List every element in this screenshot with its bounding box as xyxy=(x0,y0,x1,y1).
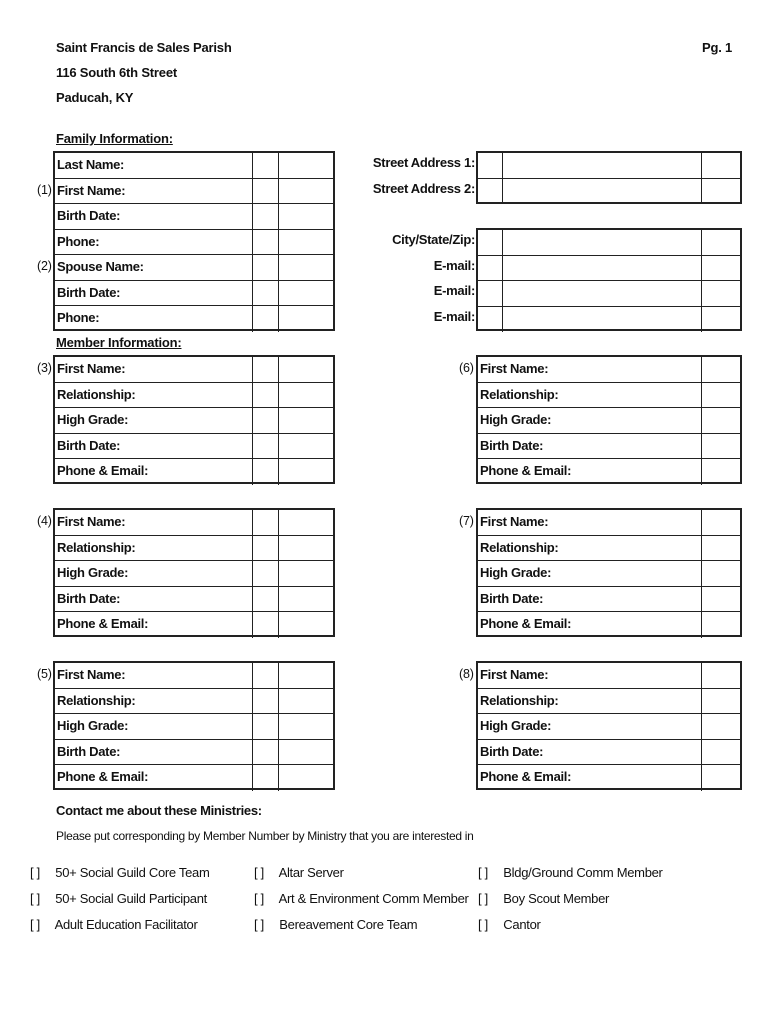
field-label: Birth Date: xyxy=(57,590,121,606)
input-cell[interactable] xyxy=(279,765,333,791)
input-cell[interactable] xyxy=(279,663,333,688)
input-cell[interactable] xyxy=(503,179,701,205)
field-label: High Grade: xyxy=(57,412,129,427)
member-row xyxy=(478,536,740,562)
member-number: (7) xyxy=(459,514,474,528)
column-divider xyxy=(701,179,702,205)
member-row xyxy=(55,714,333,740)
field-label: High Grade: xyxy=(57,565,129,580)
member-row xyxy=(55,689,333,715)
member-section-title: Member Information: xyxy=(56,335,182,350)
column-divider xyxy=(701,383,702,408)
parish-street: 116 South 6th Street xyxy=(56,65,177,80)
member-number: (8) xyxy=(459,667,474,681)
field-label: First Name: xyxy=(480,514,549,529)
member-row xyxy=(55,561,333,587)
member-row xyxy=(478,383,740,409)
input-cell[interactable] xyxy=(279,434,333,459)
input-cell[interactable] xyxy=(702,765,740,791)
field-label: Phone: xyxy=(57,310,100,325)
member-row xyxy=(478,434,740,460)
input-cell[interactable] xyxy=(279,587,333,612)
field-label: Relationship: xyxy=(480,539,559,555)
input-cell[interactable] xyxy=(503,153,701,178)
column-divider xyxy=(278,587,279,612)
family-row xyxy=(55,153,333,179)
member-table-left xyxy=(53,508,335,637)
family-member-number: (2) xyxy=(37,259,52,273)
field-label: First Name: xyxy=(57,514,126,529)
column-divider xyxy=(278,179,279,204)
input-cell[interactable] xyxy=(253,306,278,332)
ministry-option[interactable] xyxy=(254,865,344,880)
field-label: Birth Date: xyxy=(480,437,544,453)
contact-label: E-mail: xyxy=(433,283,475,298)
page-number: Pg. 1 xyxy=(702,40,733,55)
input-cell[interactable] xyxy=(702,612,740,638)
field-label: Phone & Email: xyxy=(480,616,572,631)
column-divider xyxy=(252,230,253,255)
column-divider xyxy=(278,408,279,433)
column-divider xyxy=(278,230,279,255)
member-row xyxy=(55,383,333,409)
member-row xyxy=(478,587,740,613)
column-divider xyxy=(252,765,253,791)
input-cell[interactable] xyxy=(503,256,701,281)
family-member-number: (1) xyxy=(37,182,52,197)
input-cell[interactable] xyxy=(279,536,333,561)
contact-row xyxy=(478,307,740,333)
input-cell[interactable] xyxy=(279,510,333,535)
ministry-label: Cantor xyxy=(500,917,541,932)
column-divider xyxy=(502,179,503,205)
input-cell[interactable] xyxy=(279,740,333,765)
input-cell[interactable] xyxy=(253,459,278,485)
ministry-checkbox[interactable]: [ ] xyxy=(478,891,488,906)
input-cell[interactable] xyxy=(253,510,278,535)
field-label: Phone & Email: xyxy=(480,463,572,478)
column-divider xyxy=(701,561,702,586)
ministry-option[interactable] xyxy=(30,917,198,932)
column-divider xyxy=(278,459,279,485)
member-number: (6) xyxy=(459,361,474,375)
column-divider xyxy=(252,714,253,739)
member-row xyxy=(478,408,740,434)
input-cell[interactable] xyxy=(279,714,333,739)
field-label: Relationship: xyxy=(480,692,559,708)
input-cell[interactable] xyxy=(702,434,740,459)
ministry-checkbox[interactable]: [ ] xyxy=(478,917,488,932)
column-divider xyxy=(701,510,702,535)
column-divider xyxy=(278,561,279,586)
column-divider xyxy=(502,281,503,306)
column-divider xyxy=(252,179,253,204)
input-cell[interactable] xyxy=(702,307,740,333)
column-divider xyxy=(252,306,253,332)
ministry-label: 50+ Social Guild Participant xyxy=(52,891,207,906)
column-divider xyxy=(252,689,253,714)
input-cell[interactable] xyxy=(702,536,740,561)
field-label: Relationship: xyxy=(57,692,136,708)
ministry-checkbox[interactable]: [ ] xyxy=(254,891,264,906)
input-cell[interactable] xyxy=(702,689,740,714)
input-cell[interactable] xyxy=(702,357,740,382)
field-label: Birth Date: xyxy=(57,208,121,223)
input-cell[interactable] xyxy=(702,179,740,205)
field-label: Birth Date: xyxy=(57,743,121,759)
input-cell[interactable] xyxy=(279,408,333,433)
member-row xyxy=(478,663,740,689)
column-divider xyxy=(701,612,702,638)
member-row xyxy=(478,714,740,740)
input-cell[interactable] xyxy=(253,740,278,765)
field-label: Relationship: xyxy=(57,539,136,555)
contact-label: City/State/Zip: xyxy=(392,232,475,247)
ministry-option[interactable] xyxy=(478,891,609,906)
input-cell[interactable] xyxy=(702,383,740,408)
contact-row xyxy=(478,230,740,256)
input-cell[interactable] xyxy=(503,230,701,255)
member-row xyxy=(55,434,333,460)
field-label: First Name: xyxy=(57,182,126,198)
field-label: First Name: xyxy=(57,667,126,682)
input-cell[interactable] xyxy=(702,230,740,255)
column-divider xyxy=(252,255,253,280)
column-divider xyxy=(278,383,279,408)
column-divider xyxy=(278,281,279,306)
input-cell[interactable] xyxy=(503,307,701,333)
member-row xyxy=(478,740,740,766)
member-row xyxy=(478,561,740,587)
field-label: Spouse Name: xyxy=(57,259,144,274)
column-divider xyxy=(252,663,253,688)
member-table-right xyxy=(476,355,742,484)
field-label: High Grade: xyxy=(480,412,552,427)
column-divider xyxy=(701,357,702,382)
column-divider xyxy=(701,281,702,306)
input-cell[interactable] xyxy=(253,587,278,612)
field-label: Phone & Email: xyxy=(57,463,149,478)
input-cell[interactable] xyxy=(279,383,333,408)
field-label: High Grade: xyxy=(480,565,552,580)
member-row xyxy=(55,765,333,791)
ministry-label: Bldg/Ground Comm Member xyxy=(500,865,663,880)
field-label: High Grade: xyxy=(480,718,552,733)
ministry-option[interactable] xyxy=(30,891,207,906)
input-cell[interactable] xyxy=(702,281,740,306)
family-row xyxy=(55,179,333,205)
input-cell[interactable] xyxy=(253,561,278,586)
column-divider xyxy=(701,230,702,255)
field-label: High Grade: xyxy=(57,718,129,733)
column-divider xyxy=(278,536,279,561)
column-divider xyxy=(252,561,253,586)
city-email-table xyxy=(476,228,742,331)
input-cell[interactable] xyxy=(702,459,740,485)
column-divider xyxy=(701,587,702,612)
contact-row xyxy=(478,256,740,282)
input-cell[interactable] xyxy=(253,765,278,791)
address-table xyxy=(476,151,742,204)
family-row xyxy=(55,281,333,307)
column-divider xyxy=(252,612,253,638)
address-row xyxy=(478,179,740,205)
input-cell[interactable] xyxy=(253,689,278,714)
member-row xyxy=(478,459,740,485)
ministry-option[interactable] xyxy=(478,917,541,932)
field-label: Birth Date: xyxy=(57,284,121,300)
input-cell[interactable] xyxy=(503,281,701,306)
input-cell[interactable] xyxy=(253,612,278,638)
ministry-label: Bereavement Core Team xyxy=(276,917,418,932)
column-divider xyxy=(252,740,253,765)
field-label: Birth Date: xyxy=(57,437,121,453)
column-divider xyxy=(502,307,503,333)
ministry-option[interactable] xyxy=(478,865,663,880)
input-cell[interactable] xyxy=(702,740,740,765)
input-cell[interactable] xyxy=(702,587,740,612)
ministry-option[interactable] xyxy=(30,865,210,880)
member-row xyxy=(55,740,333,766)
member-row xyxy=(478,612,740,638)
input-cell[interactable] xyxy=(279,612,333,638)
family-info-table xyxy=(53,151,335,331)
member-table-left xyxy=(53,661,335,790)
member-row xyxy=(55,663,333,689)
address-label: Street Address 1: xyxy=(372,155,475,170)
input-cell[interactable] xyxy=(253,153,278,178)
input-cell[interactable] xyxy=(253,204,278,229)
input-cell[interactable] xyxy=(253,357,278,382)
column-divider xyxy=(252,383,253,408)
column-divider xyxy=(252,510,253,535)
ministries-note: Please put corresponding by Member Number by Ministry that you are interested in xyxy=(56,829,474,843)
column-divider xyxy=(502,230,503,255)
family-row xyxy=(55,204,333,230)
field-label: Birth Date: xyxy=(480,743,544,759)
ministry-option[interactable] xyxy=(254,917,417,932)
input-cell[interactable] xyxy=(253,179,278,204)
address-label: Street Address 2: xyxy=(372,180,475,196)
member-row xyxy=(55,459,333,485)
ministry-checkbox[interactable]: [ ] xyxy=(254,917,264,932)
column-divider xyxy=(701,256,702,281)
member-row xyxy=(55,510,333,536)
parish-city: Paducah, KY xyxy=(56,90,134,105)
member-row xyxy=(55,357,333,383)
contact-row xyxy=(478,281,740,307)
member-number: (3) xyxy=(37,361,52,375)
input-cell[interactable] xyxy=(279,204,333,229)
input-cell[interactable] xyxy=(279,459,333,485)
member-row xyxy=(55,408,333,434)
input-cell[interactable] xyxy=(702,510,740,535)
input-cell[interactable] xyxy=(253,281,278,306)
contact-label: E-mail: xyxy=(433,257,475,273)
column-divider xyxy=(701,714,702,739)
field-label: Phone: xyxy=(57,233,100,249)
field-label: First Name: xyxy=(480,361,549,376)
field-label: First Name: xyxy=(57,361,126,376)
ministry-label: Art & Environment Comm Member xyxy=(276,891,469,906)
field-label: Phone & Email: xyxy=(480,769,572,784)
member-table-left xyxy=(53,355,335,484)
input-cell[interactable] xyxy=(253,434,278,459)
member-row xyxy=(478,357,740,383)
column-divider xyxy=(701,663,702,688)
column-divider xyxy=(502,256,503,281)
column-divider xyxy=(278,255,279,280)
field-label: Relationship: xyxy=(57,386,136,402)
field-label: Birth Date: xyxy=(480,590,544,606)
column-divider xyxy=(701,153,702,178)
column-divider xyxy=(252,153,253,178)
column-divider xyxy=(701,740,702,765)
column-divider xyxy=(278,663,279,688)
member-number: (4) xyxy=(37,514,52,528)
field-label: First Name: xyxy=(480,667,549,682)
column-divider xyxy=(278,510,279,535)
input-cell[interactable] xyxy=(702,256,740,281)
field-label: Relationship: xyxy=(480,386,559,402)
field-label: Phone & Email: xyxy=(57,769,149,784)
parish-name: Saint Francis de Sales Parish xyxy=(56,40,232,55)
address-row xyxy=(478,153,740,179)
ministries-title: Contact me about these Ministries: xyxy=(56,803,262,818)
column-divider xyxy=(278,153,279,178)
member-table-right xyxy=(476,508,742,637)
member-row xyxy=(478,510,740,536)
ministry-option[interactable] xyxy=(254,891,469,906)
input-cell[interactable] xyxy=(253,383,278,408)
member-number: (5) xyxy=(37,667,52,681)
input-cell[interactable] xyxy=(279,357,333,382)
input-cell[interactable] xyxy=(253,536,278,561)
column-divider xyxy=(701,536,702,561)
ministry-label: Altar Server xyxy=(276,865,344,880)
input-cell[interactable] xyxy=(702,408,740,433)
member-row xyxy=(478,765,740,791)
ministry-label: Boy Scout Member xyxy=(500,891,610,906)
column-divider xyxy=(252,357,253,382)
member-row xyxy=(55,536,333,562)
column-divider xyxy=(701,434,702,459)
input-cell[interactable] xyxy=(253,408,278,433)
input-cell[interactable] xyxy=(702,561,740,586)
column-divider xyxy=(701,459,702,485)
column-divider xyxy=(252,434,253,459)
member-row xyxy=(478,689,740,715)
column-divider xyxy=(278,357,279,382)
field-label: Phone & Email: xyxy=(57,616,149,631)
column-divider xyxy=(252,408,253,433)
family-row xyxy=(55,255,333,281)
column-divider xyxy=(701,408,702,433)
input-cell[interactable] xyxy=(702,663,740,688)
input-cell[interactable] xyxy=(253,714,278,739)
input-cell[interactable] xyxy=(253,255,278,280)
ministry-checkbox[interactable]: [ ] xyxy=(478,865,488,880)
column-divider xyxy=(252,459,253,485)
family-section-title: Family Information: xyxy=(56,131,173,146)
member-row xyxy=(55,612,333,638)
ministry-checkbox[interactable]: [ ] xyxy=(254,865,264,880)
input-cell[interactable] xyxy=(279,689,333,714)
column-divider xyxy=(278,714,279,739)
ministry-label: Adult Education Facilitator xyxy=(52,917,198,932)
input-cell[interactable] xyxy=(253,663,278,688)
column-divider xyxy=(278,765,279,791)
column-divider xyxy=(278,689,279,714)
input-cell[interactable] xyxy=(702,714,740,739)
member-table-right xyxy=(476,661,742,790)
column-divider xyxy=(701,689,702,714)
field-label: Last Name: xyxy=(57,157,125,172)
column-divider xyxy=(252,587,253,612)
column-divider xyxy=(701,765,702,791)
column-divider xyxy=(278,204,279,229)
column-divider xyxy=(252,281,253,306)
input-cell[interactable] xyxy=(702,153,740,178)
ministry-checkbox[interactable]: [ ] xyxy=(30,891,40,906)
ministry-checkbox[interactable]: [ ] xyxy=(30,917,40,932)
column-divider xyxy=(278,306,279,332)
ministry-label: 50+ Social Guild Core Team xyxy=(52,865,210,880)
column-divider xyxy=(278,740,279,765)
family-row xyxy=(55,230,333,256)
column-divider xyxy=(252,536,253,561)
column-divider xyxy=(502,153,503,178)
input-cell[interactable] xyxy=(253,230,278,255)
column-divider xyxy=(701,307,702,333)
member-row xyxy=(55,587,333,613)
column-divider xyxy=(278,612,279,638)
family-row xyxy=(55,306,333,332)
input-cell[interactable] xyxy=(279,561,333,586)
ministry-checkbox[interactable]: [ ] xyxy=(30,865,40,880)
column-divider xyxy=(278,434,279,459)
column-divider xyxy=(252,204,253,229)
contact-label: E-mail: xyxy=(433,308,475,324)
